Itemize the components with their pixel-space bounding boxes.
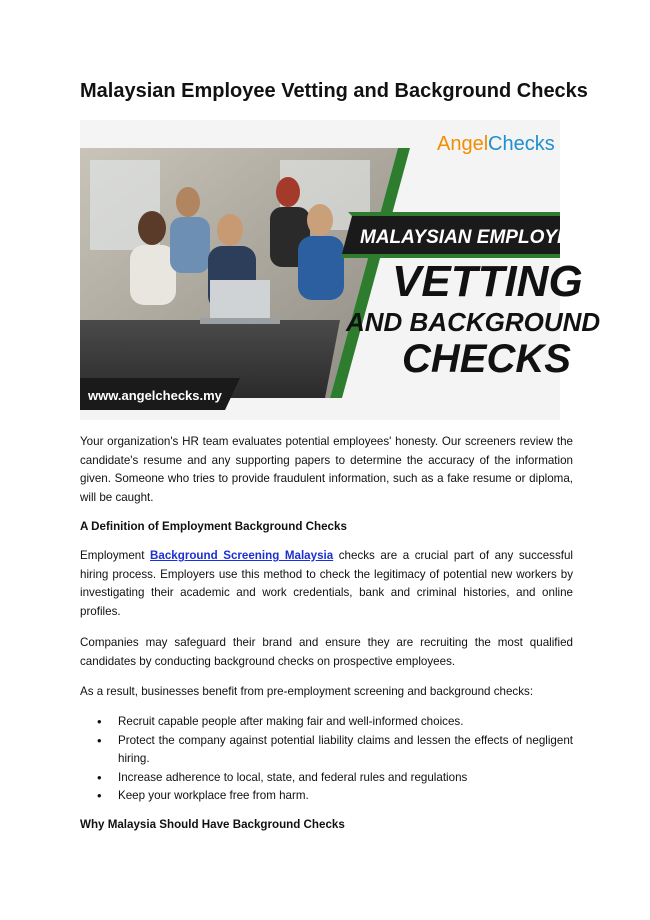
banner-url: www.angelchecks.my <box>88 388 222 403</box>
angelchecks-logo <box>437 133 555 155</box>
background-screening-link[interactable]: Background Screening Malaysia <box>150 549 334 562</box>
headline-line-4: CHECKS <box>402 337 571 381</box>
banner-graphic <box>80 120 601 420</box>
headline-line-1: MALAYSIAN EMPLOYEE <box>360 227 583 248</box>
page-title: Malaysian Employee Vetting and Background Checks <box>80 80 588 102</box>
benefits-list <box>80 713 573 806</box>
list-item: • Recruit capable people after making fair and well-informed choices. <box>80 713 573 732</box>
heading-why-malaysia: Why Malaysia Should Have Background Checks <box>80 818 345 831</box>
hero-banner <box>80 120 601 420</box>
headline-line-2: VETTING <box>392 257 583 306</box>
headline-line-3: AND BACKGROUND <box>346 307 601 337</box>
paragraph-safeguard: Companies may safeguard their brand and ensure they are recruiting the most qualified candidates by conducting background checks on prospective employees. <box>80 636 573 668</box>
paragraph-benefits-intro: As a result, businesses benefit from pre-employment screening and background checks: <box>80 685 534 698</box>
list-item: • Protect the company against potential liability claims and lessen the effects of negligent hiring. <box>80 732 573 769</box>
svg-text:Angel: Angel <box>437 133 489 155</box>
paragraph-definition: Employment Background Screening Malaysia checks are a crucial part of any successful hiring process. Employers use this method to check the legitimacy of potential new workers by investigating their academic and work credentials, bank and criminal histories, and online profiles. <box>80 549 573 618</box>
list-item: • Increase adherence to local, state, and federal rules and regulations <box>80 769 573 788</box>
heading-definition: A Definition of Employment Background Checks <box>80 520 347 533</box>
list-item: • Keep your workplace free from harm. <box>80 787 573 806</box>
laptop <box>210 280 270 320</box>
svg-text:Checks: Checks <box>488 133 555 155</box>
intro-paragraph: Your organization's HR team evaluates potential employees' honesty. Our screeners review the candidate's resume and any supporting papers to determine the accuracy of the information given. Someone who tries to provide fraudulent information, such as a fake resume or diploma, will be caught. <box>80 435 573 504</box>
